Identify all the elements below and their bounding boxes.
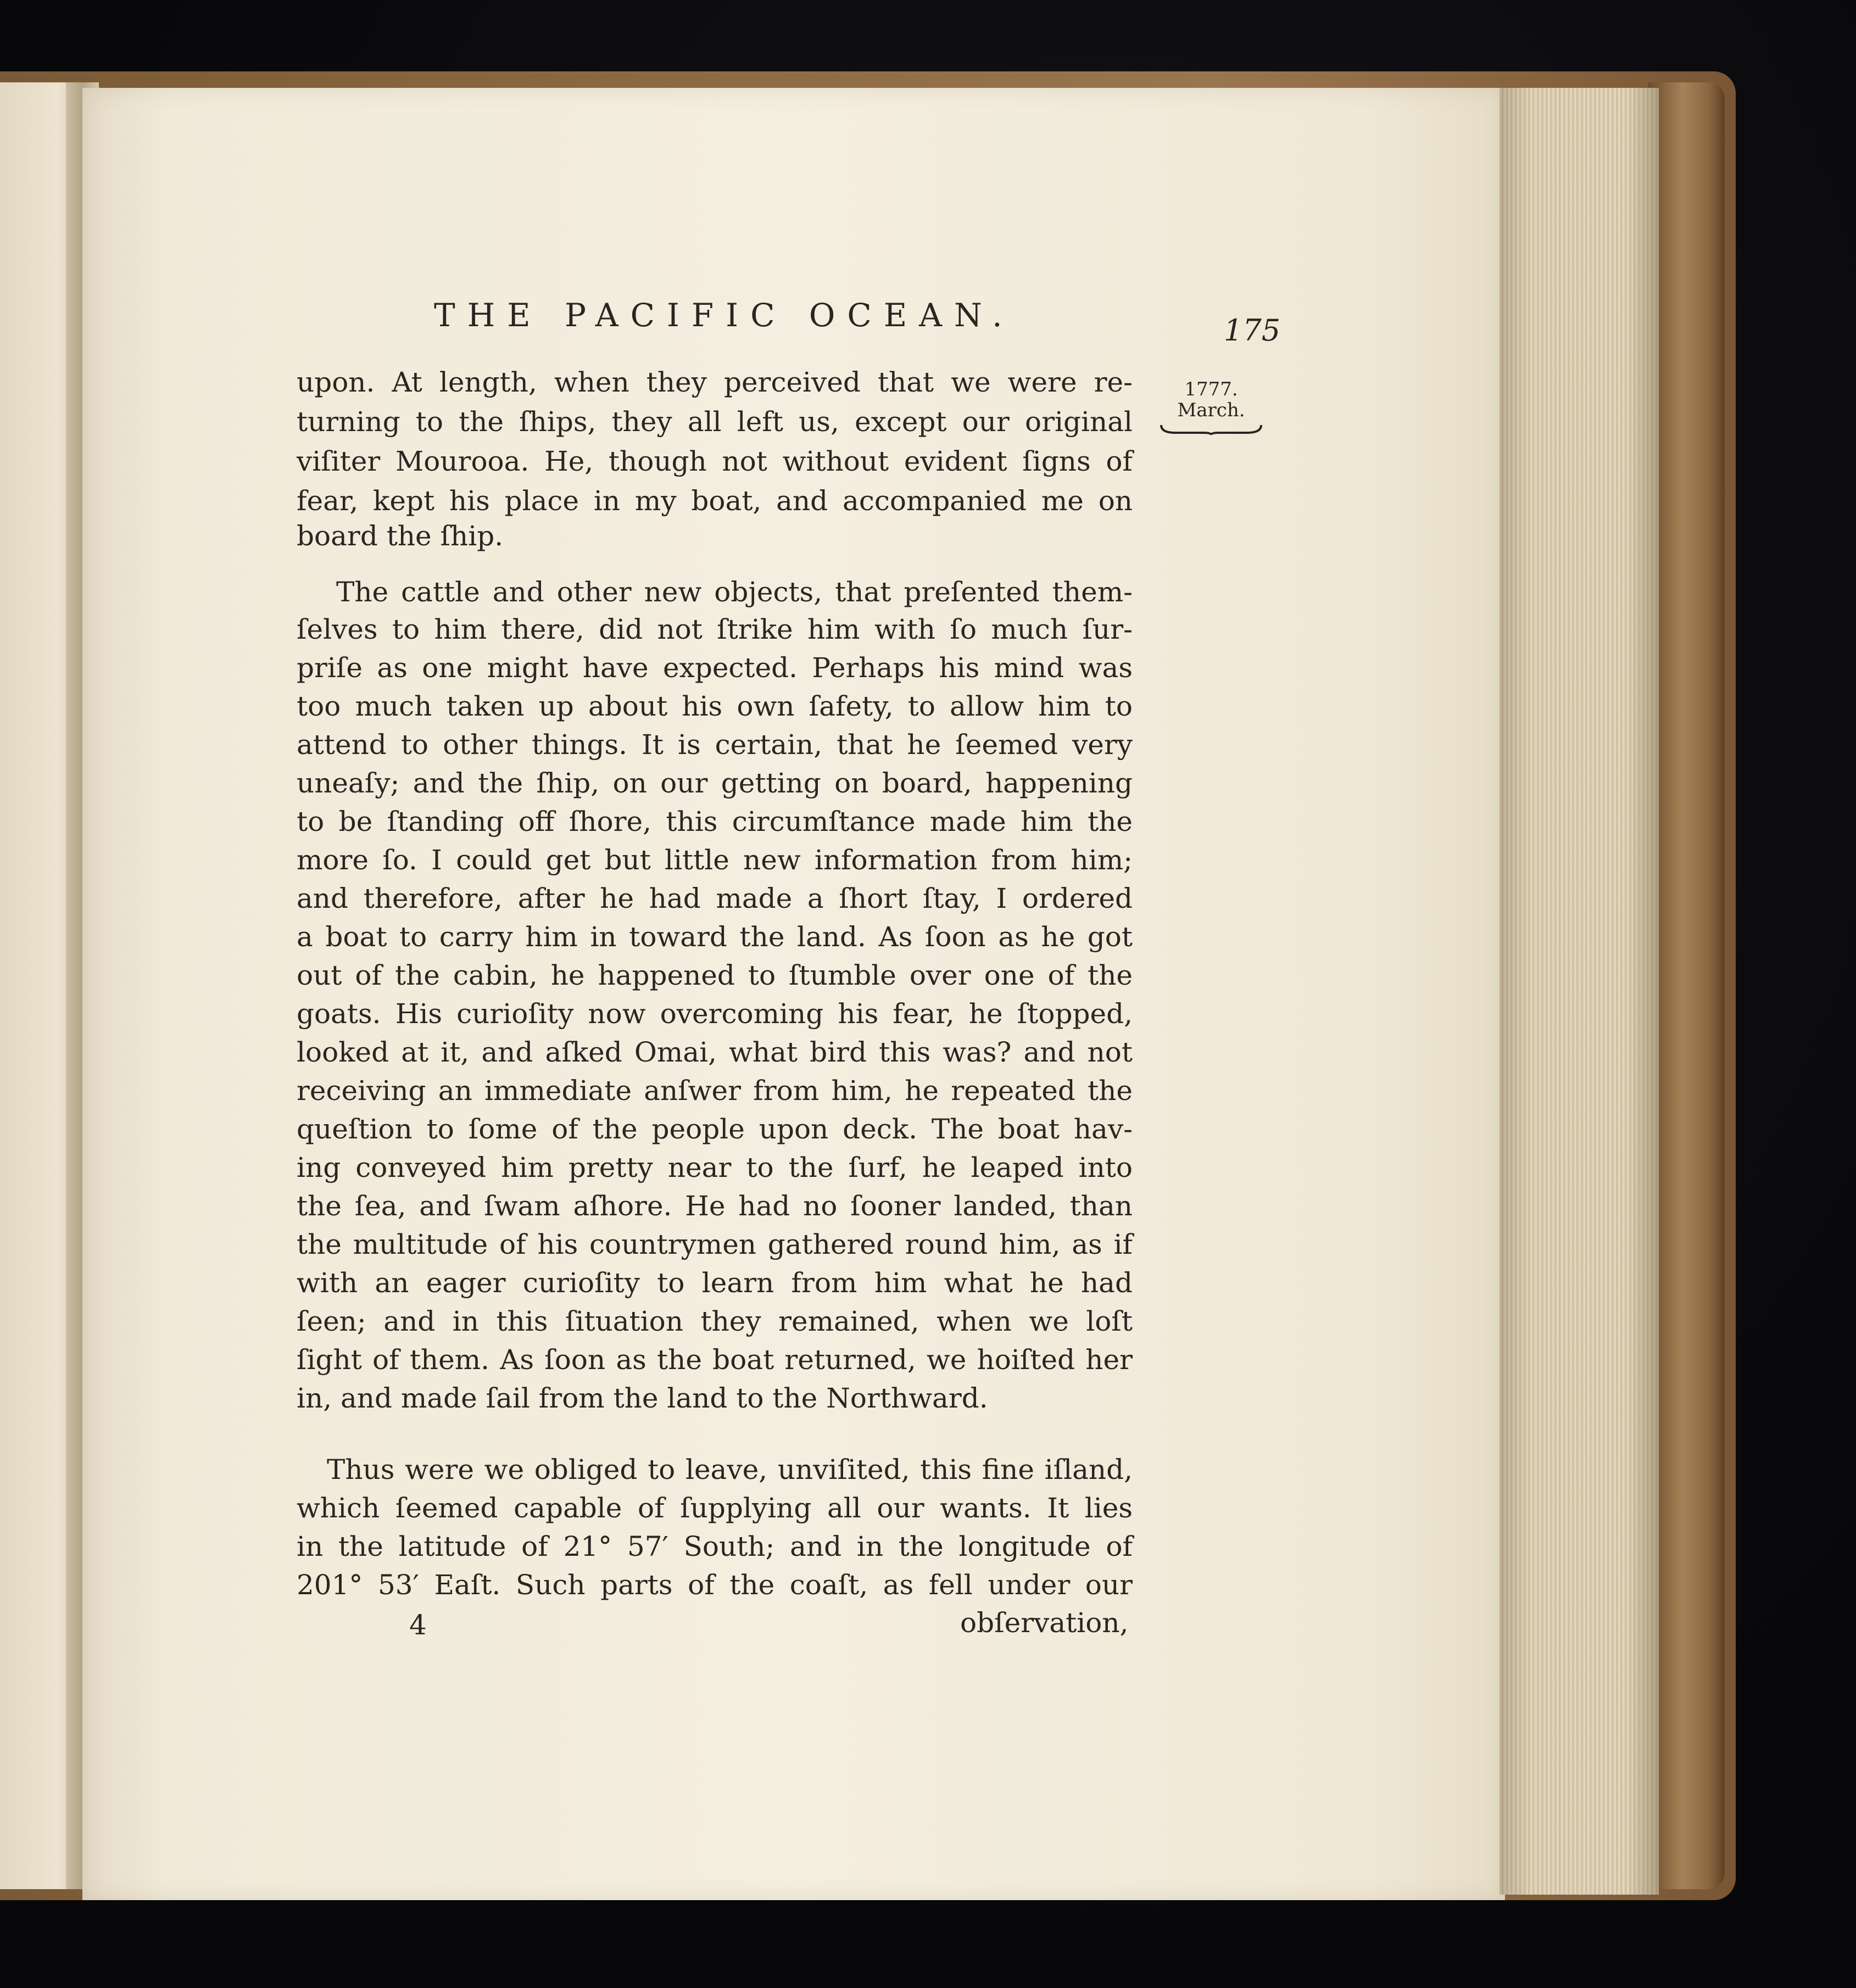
body-line: attend to other things. It is certain, that he ſeemed very bbox=[297, 729, 1133, 761]
signature-mark: 4 bbox=[409, 1609, 427, 1641]
body-line: the ſea, and ſwam aſhore. He had no ſooner landed, than bbox=[297, 1190, 1133, 1222]
body-line: The cattle and other new objects, that preſented them- bbox=[336, 576, 1133, 608]
body-line: ſelves to him there, did not ſtrike him with ſo much ſur- bbox=[297, 613, 1133, 645]
fore-edge-shadow bbox=[1500, 88, 1659, 1895]
margin-note-month: March. bbox=[1177, 399, 1245, 421]
margin-note-year: 1777. bbox=[1184, 378, 1238, 400]
body-line: in, and made ſail from the land to the Northward. bbox=[297, 1382, 988, 1414]
body-line: turning to the ſhips, they all left us, except our original bbox=[297, 406, 1133, 438]
body-line: fear, kept his place in my boat, and accompanied me on bbox=[297, 485, 1133, 517]
body-line: out of the cabin, he happened to ſtumble over one of the bbox=[297, 959, 1133, 991]
running-head: THE PACIFIC OCEAN. bbox=[434, 297, 1015, 334]
brace-icon bbox=[1159, 423, 1263, 436]
body-line: receiving an immediate anſwer from him, he repeated the bbox=[297, 1075, 1133, 1107]
body-line: with an eager curioſity to learn from him what he had bbox=[297, 1267, 1133, 1299]
body-line: 201° 53′ Eaſt. Such parts of the coaſt, as fell under our bbox=[297, 1569, 1133, 1601]
body-line: the multitude of his countrymen gathered round him, as if bbox=[297, 1228, 1133, 1260]
body-line: viſiter Mourooa. He, though not without evident ſigns of bbox=[297, 445, 1133, 477]
body-line: ing conveyed him pretty near to the ſurf, he leaped into bbox=[297, 1152, 1133, 1183]
body-line: uneaſy; and the ſhip, on our getting on board, happening bbox=[297, 767, 1133, 799]
body-line: more ſo. I could get but little new information from him; bbox=[297, 844, 1133, 876]
body-line: priſe as one might have expected. Perhaps his mind was bbox=[297, 652, 1133, 684]
body-line: looked at it, and aſked Omai, what bird this was? and not bbox=[297, 1036, 1133, 1068]
body-line: ſight of them. As ſoon as the boat returned, we hoiſted her bbox=[297, 1344, 1133, 1376]
catchword: obſervation, bbox=[960, 1607, 1129, 1639]
body-line: and therefore, after he had made a ſhort ſtay, I ordered bbox=[297, 883, 1133, 914]
body-line: upon. At length, when they perceived that we were re- bbox=[297, 366, 1133, 398]
body-line: board the ſhip. bbox=[297, 520, 504, 552]
body-line: ſeen; and in this ſituation they remained, when we loſt bbox=[297, 1305, 1133, 1337]
body-line: in the latitude of 21° 57′ South; and in the longitude of bbox=[297, 1531, 1133, 1562]
body-line: Thus were we obliged to leave, unviſited, this fine iſland, bbox=[327, 1454, 1133, 1486]
page-number: 175 bbox=[1224, 313, 1281, 348]
body-line: goats. His curioſity now overcoming his fear, he ſtopped, bbox=[297, 998, 1133, 1030]
body-line: to be ſtanding off ſhore, this circumſtance made him the bbox=[297, 806, 1133, 837]
body-line: queſtion to ſome of the people upon deck. The boat hav- bbox=[297, 1113, 1133, 1145]
margin-note bbox=[1156, 379, 1266, 436]
cover-edge bbox=[1648, 82, 1725, 1889]
body-line: a boat to carry him in toward the land. As ſoon as he got bbox=[297, 921, 1133, 953]
body-line: too much taken up about his own ſafety, to allow him to bbox=[297, 690, 1133, 722]
body-line: which ſeemed capable of ſupplying all our wants. It lies bbox=[297, 1492, 1133, 1524]
